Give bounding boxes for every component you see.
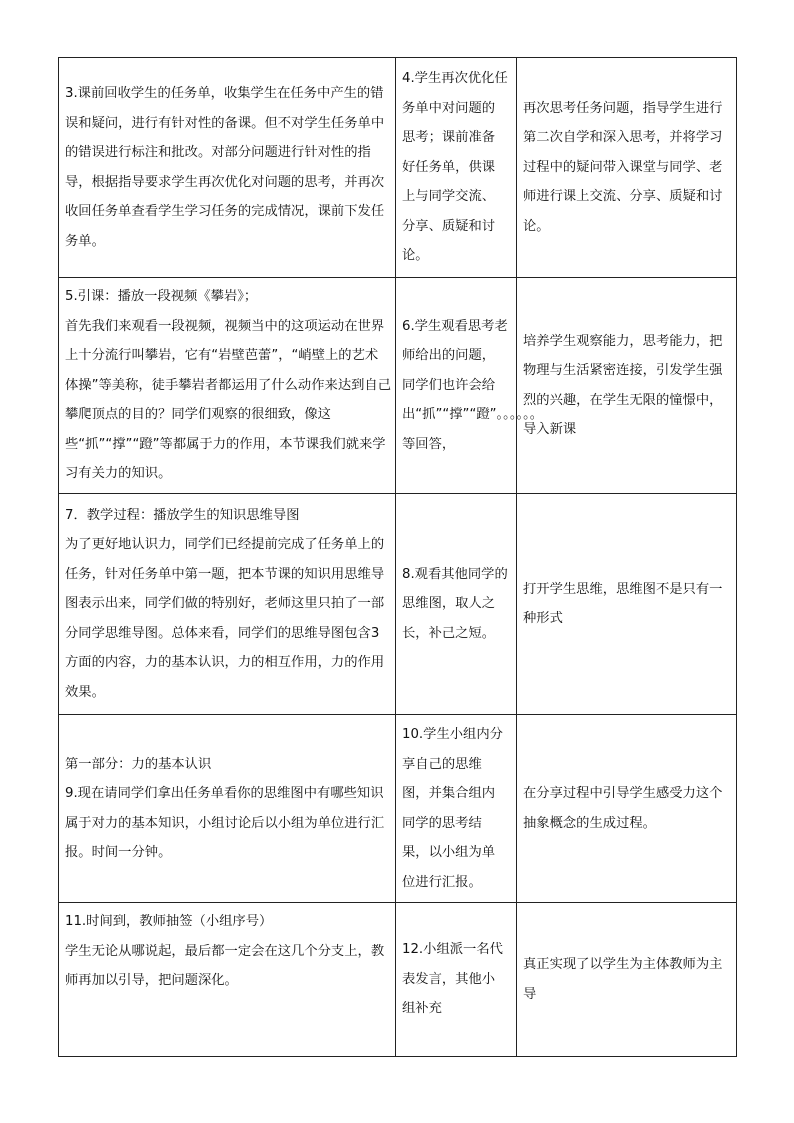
lesson-plan-table <box>58 57 737 1057</box>
table-row <box>59 278 737 494</box>
student-activity-cell <box>396 278 544 494</box>
teacher-activity-text: 为了更好地认识力，同学们已经提前完成了任务单上的任务，针对任务单中第一题，把本节课的知识用思维导图表示出来，同学们做的特别好，老师这里只拍了一部分同学思维导图。总体来看，同学们的思维导图包含3方面的内容，力的基本认识，力的相互作用，力的作用效果。 <box>65 537 385 700</box>
table-row <box>59 494 737 715</box>
teacher-activity-cell <box>59 58 396 278</box>
table-row <box>59 715 737 903</box>
student-activity-text: 12.小组派一名代表发言，其他小组补充 <box>402 942 503 1017</box>
teacher-activity-heading: 5.引课：播放一段视频《攀岩》； <box>65 289 258 305</box>
teacher-activity-heading: 11.时间到，教师抽签（小组序号） <box>65 914 273 929</box>
design-intent-text: 培养学生观察能力，思考能力，把物理与生活紧密连接，引发学生强烈的兴趣，在学生无限的憧憬中，导入新课 <box>523 333 723 437</box>
teacher-activity-text: 9.现在请同学们拿出任务单看你的思维图中有哪些知识属于对力的基本知识，小组讨论后以小组为单位进行汇报。时间一分钟。 <box>65 786 385 860</box>
teacher-activity-text: 3.课前回收学生的任务单，收集学生在任务中产生的错误和疑问，进行有针对性的备课。但不对学生任务单中的错误进行标注和批改。对部分问题进行针对性的指导，根据指导要求学生再次优化对问题的思考，并再次收回任务单查看学生学习任务的完成情况，课前下发任务单。 <box>65 86 385 249</box>
student-activity-text: 10.学生小组内分享自己的思维图，并集合组内同学的思考结果，以小组为单位进行汇报。 <box>402 727 503 890</box>
teacher-activity-cell <box>59 715 396 903</box>
design-intent-cell <box>517 494 737 715</box>
teacher-activity-cell <box>59 494 396 715</box>
design-intent-text: 打开学生思维，思维图不是只有一种形式 <box>523 581 723 626</box>
design-intent-cell <box>517 715 737 903</box>
teacher-activity-text: 学生无论从哪说起，最后都一定会在这几个分支上，教师再加以引导，把问题深化。 <box>65 943 385 988</box>
design-intent-cell <box>517 278 737 494</box>
student-activity-cell <box>396 715 517 903</box>
design-intent-cell <box>517 903 737 1057</box>
table-row <box>59 903 737 1057</box>
teacher-activity-cell <box>59 903 396 1057</box>
design-intent-cell <box>517 58 737 278</box>
student-activity-text: 8.观看其他同学的思维图，取人之长，补己之短。 <box>402 566 508 641</box>
design-intent-text: 在分享过程中引导学生感受力这个抽象概念的生成过程。 <box>523 786 723 831</box>
teacher-activity-text: 首先我们来观看一段视频，视频当中的这项运动在世界上十分流行叫攀岩，它有“岩壁芭蕾”，“峭壁上的艺术体操”等美称，徒手攀岩者都运用了什么动作来达到自己攀爬顶点的目的？同学们观察的很细致，像这些“抓”“撑”“蹬”等都属于力的作用，本节课我们就来学习有关力的知识。 <box>65 318 392 482</box>
design-intent-text: 再次思考任务问题，指导学生进行第二次自学和深入思考，并将学习过程中的疑问带入课堂与同学、老师进行课上交流、分享、质疑和讨论。 <box>523 100 723 234</box>
student-activity-text: 4.学生再次优化任务单中对问题的思考；课前准备好任务单，供课上与同学交流、分享、质疑和讨论。 <box>402 71 508 264</box>
student-activity-cell <box>396 903 517 1057</box>
teacher-activity-heading: 7．教学过程：播放学生的知识思维导图 <box>65 507 300 523</box>
teacher-activity-heading: 第一部分：力的基本认识 <box>65 756 212 772</box>
student-activity-cell <box>396 58 517 278</box>
student-activity-text: 6.学生观看思考老师给出的问题，同学们也许会给出“抓”“撑”“蹬”。。。。。。等回答， <box>402 318 544 452</box>
table-row <box>59 58 737 278</box>
student-activity-cell <box>396 494 517 715</box>
design-intent-text: 真正实现了以学生为主体教师为主导 <box>523 957 723 1002</box>
teacher-activity-cell <box>59 278 396 494</box>
